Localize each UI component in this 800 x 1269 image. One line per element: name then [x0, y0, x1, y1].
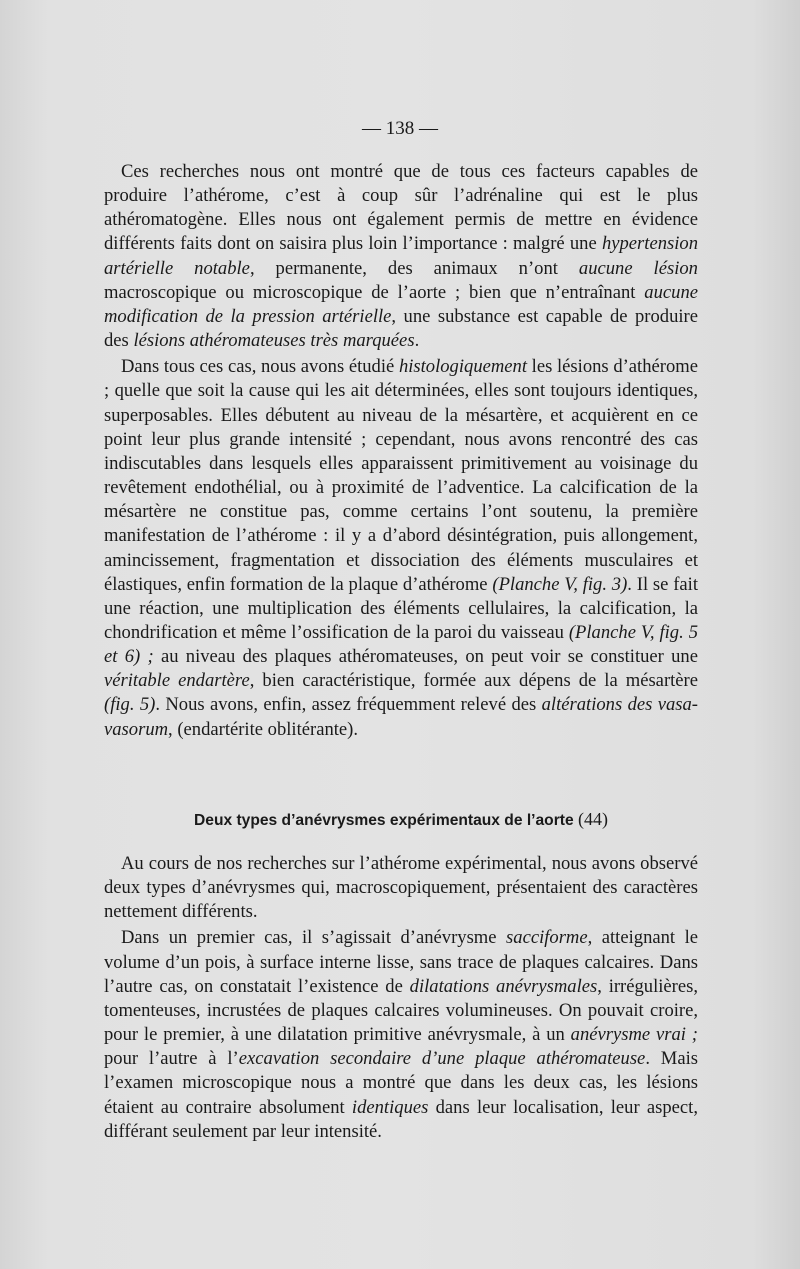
emphasis-text: (Planche V, fig. 3): [492, 573, 628, 595]
paragraph-text: dans leur localisation, leur aspect, différant seulement par leur intensité.: [104, 1096, 698, 1142]
paragraph-text: , atteignant le volume d’un pois, à surface interne lisse, sans trace de plaques calcaires. Dans l’autre cas, on constatait l’existence de: [104, 927, 698, 997]
paragraph-text: , (endartérite oblitérante).: [168, 718, 359, 740]
emphasis-text: dilatations anévrysmales: [409, 975, 598, 997]
paragraph-text: .: [414, 330, 420, 352]
paragraph-text: . Nous avons, enfin, assez fréquemment relevé des: [155, 694, 542, 716]
emphasis-text: (Planche V, fig. 5 et 6) ;: [104, 621, 698, 668]
page-number: — 138 —: [362, 118, 438, 139]
aneurysm-section: [104, 852, 698, 1144]
paragraph: [104, 355, 698, 742]
paragraph-text: Dans tous ces cas, nous avons étudié: [121, 356, 399, 378]
paragraph: [104, 926, 698, 1143]
emphasis-text: (fig. 5): [104, 694, 156, 716]
paragraph-text: . Il se fait une réaction, une multiplication des éléments cellulaires, la calcification, la chondrification et même l’ossification de la paroi du vaisseau: [104, 573, 699, 643]
emphasis-text: altérations des vasa-vasorum: [104, 694, 698, 740]
paragraph-text: , bien caractéristique, formée aux dépens de la mésartère: [249, 670, 698, 692]
paragraph-text: , une substance est capable de produire des: [104, 305, 699, 352]
emphasis-text: anévrysme vrai ;: [570, 1024, 698, 1046]
paragraph-text: pour l’autre à l’: [104, 1048, 239, 1070]
paragraph: [104, 852, 698, 924]
emphasis-text: excavation secondaire d’une plaque athéromateuse: [238, 1048, 646, 1070]
emphasis-text: sacciforme: [506, 927, 588, 949]
section-heading-text: Deux types d’anévrysmes expérimentaux de l’aorte: [194, 812, 574, 829]
emphasis-text: histologiquement: [398, 356, 528, 378]
emphasis-text: lésions athéromateuses très marquées: [133, 330, 415, 352]
paragraph-text: les lésions d’athérome ; quelle que soit la cause qui les ait déterminées, elles sont toujours identiques, superposables. Elles débutent au niveau de la mésartère, et acquièrent en ce point leur plus grande intensité ; cependant, nous avons rencontré des cas indiscutables dans lesquels elles apparaissent primitivement au voisinage du revêtement endothélial, ou à proximité de l’adventice. La calcification de la mésartère ne constitue pas, comme certains l’ont soutenu, la première manifestation de l’athérome : il y a d’abord désintégration, puis allongement, amincissement, fragmentation et dissociation des éléments musculaires et élastiques, enfin formation de la plaque d’athérome: [104, 356, 698, 595]
section-heading-reference: (44): [577, 809, 608, 829]
paragraph: [104, 160, 698, 353]
paragraph-text: au niveau des plaques athéromateuses, on peut voir se constituer une: [153, 646, 698, 668]
paragraph-text: Dans un premier cas, il s’agissait d’anévrysme: [121, 927, 507, 949]
paragraph-text: macroscopique ou microscopique de l’aorte ; bien que n’entraînant: [104, 281, 645, 303]
paragraph-text: Au cours de nos recherches sur l’athérome expérimental, nous avons observé deux types d’anévrysmes qui, macroscopiquement, présentaient des caractères nettement différents.: [104, 853, 698, 923]
emphasis-text: aucune lésion: [578, 257, 698, 279]
emphasis-text: hypertension artérielle notable: [104, 233, 698, 279]
section-heading: [104, 809, 698, 830]
emphasis-text: identiques: [351, 1096, 429, 1118]
paragraph-text: , permanente, des animaux n’ont: [249, 257, 579, 279]
emphasis-text: véritable endartère: [104, 670, 250, 692]
paragraph-text: . Mais l’examen microscopique nous a montré que dans les deux cas, les lésions étaient au contraire absolument: [104, 1048, 698, 1118]
emphasis-text: aucune modification de la pression artérielle: [104, 281, 698, 327]
conclusions-section: [104, 160, 698, 742]
paragraph-text: , irrégulières, tomenteuses, incrustées de plaques calcaires volumineuses. On pouvait croire, pour le premier, à une dilatation primitive anévrysmale, à un: [104, 975, 698, 1046]
paragraph-text: Ces recherches nous ont montré que de tous ces facteurs capables de produire l’athérome, c’est à coup sûr l’adrénaline qui est le plus athéromatogène. Elles nous ont également permis de mettre en évidence différents faits dont on saisira plus loin l’importance : malgré une: [104, 161, 698, 255]
